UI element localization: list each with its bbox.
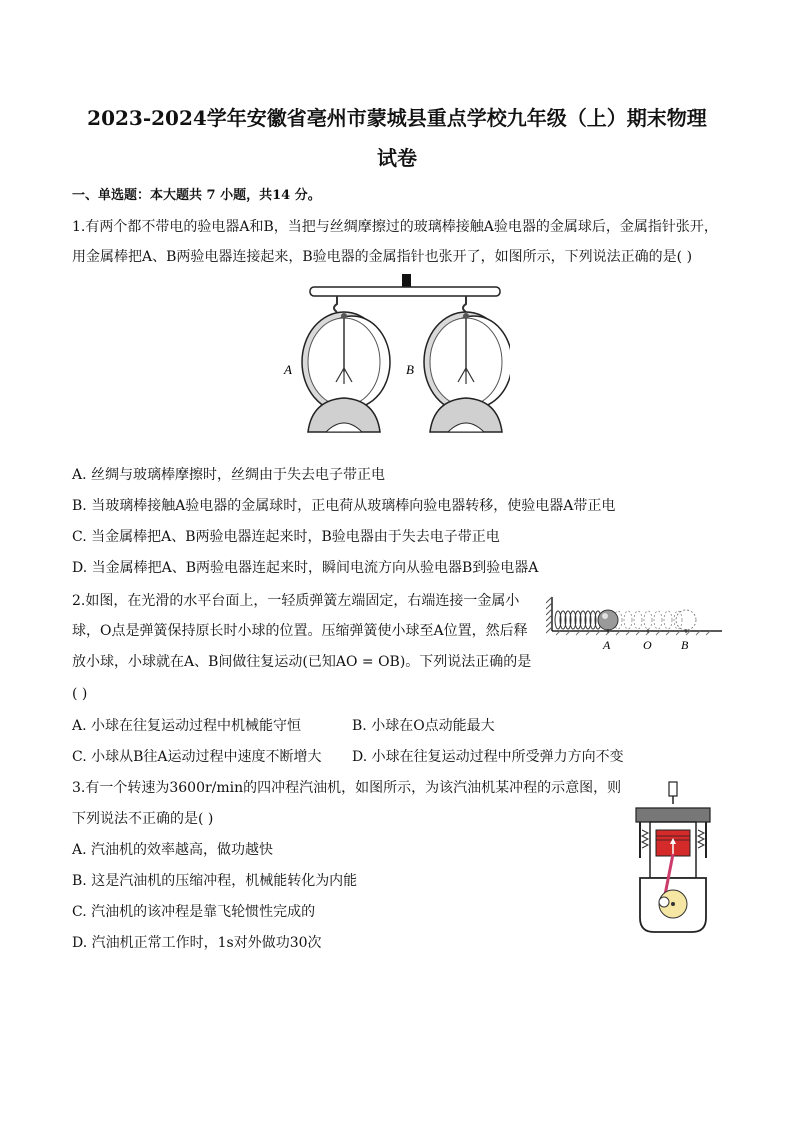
q1-stem-line2: 用金属棒把A、B两验电器连接起来，B验电器的金属指针也张开了，如图所示，下列说法正确的是( ) [72,249,693,265]
section-heading: 一、单选题：本大题共 7 小题，共14 分。 [72,188,321,203]
q3-option-b: B. 这是汽油机的压缩冲程，机械能转化为内能 [72,873,358,889]
electroscope-figure [280,272,510,434]
q1-option-b: B. 当玻璃棒接触A验电器的金属球时，正电荷从玻璃棒向验电器转移，使验电器A带正电 [72,498,616,514]
point-a-label: A [603,638,611,652]
q1-option-d: D. 当金属棒把A、B两验电器连起来时，瞬间电流方向从验电器B到验电器A [72,560,539,576]
point-o-label: O [643,638,652,652]
q3-option-a: A. 汽油机的效率越高，做功越快 [72,842,274,858]
q2-option-a: A. 小球在往复运动过程中机械能守恒 [72,718,302,734]
electroscope-b-label: B [406,362,414,377]
q3-stem-line1: 3.有一个转速为3600r/min的四冲程汽油机，如图所示，为该汽油机某冲程的示意图，则 [72,780,622,796]
q2-option-c: C. 小球从B往A运动过程中速度不断增大 [72,749,322,765]
exam-title-cont: 试卷 [377,146,417,170]
q1-option-c: C. 当金属棒把A、B两验电器连起来时，B验电器由于失去电子带正电 [72,529,500,545]
point-b-label: B [681,638,689,652]
q2-stem-line2: 球，O点是弹簧保持原长时小球的位置。压缩弹簧使小球至A位置，然后释 [72,623,528,639]
q2-stem-line4: ( ) [72,686,88,702]
q2-option-d: D. 小球在往复运动过程中所受弹力方向不变 [352,749,624,765]
q1-stem-line1: 1.有两个都不带电的验电器A和B，当把与丝绸摩擦过的玻璃棒接触A验电器的金属球后，金属指针张开， [72,219,718,235]
q1-option-a: A. 丝绸与玻璃棒摩擦时，丝绸由于失去电子带正电 [72,467,386,483]
electroscope-b [424,296,510,432]
q2-option-b: B. 小球在O点动能最大 [352,718,495,734]
q3-option-c: C. 汽油机的该冲程是靠飞轮惯性完成的 [72,904,316,920]
spring-ball-figure [546,593,722,653]
q2-stem-line3: 放小球，小球就在A、B间做往复运动(已知AO = OB)。下列说法正确的是 [72,654,532,670]
q3-option-d: D. 汽油机正常工作时，1s对外做功30次 [72,935,322,951]
electroscope-a [302,296,390,432]
exam-title: 2023-2024学年安徽省亳州市蒙城县重点学校九年级（上）期末物理 [87,106,707,130]
q2-stem-line1: 2.如图，在光滑的水平台面上，一轻质弹簧左端固定，右端连接一金属小 [72,593,520,609]
electroscope-a-label: A [284,362,292,377]
q3-stem-line2: 下列说法不正确的是( ) [72,811,214,827]
engine-cylinder-figure [628,780,718,936]
